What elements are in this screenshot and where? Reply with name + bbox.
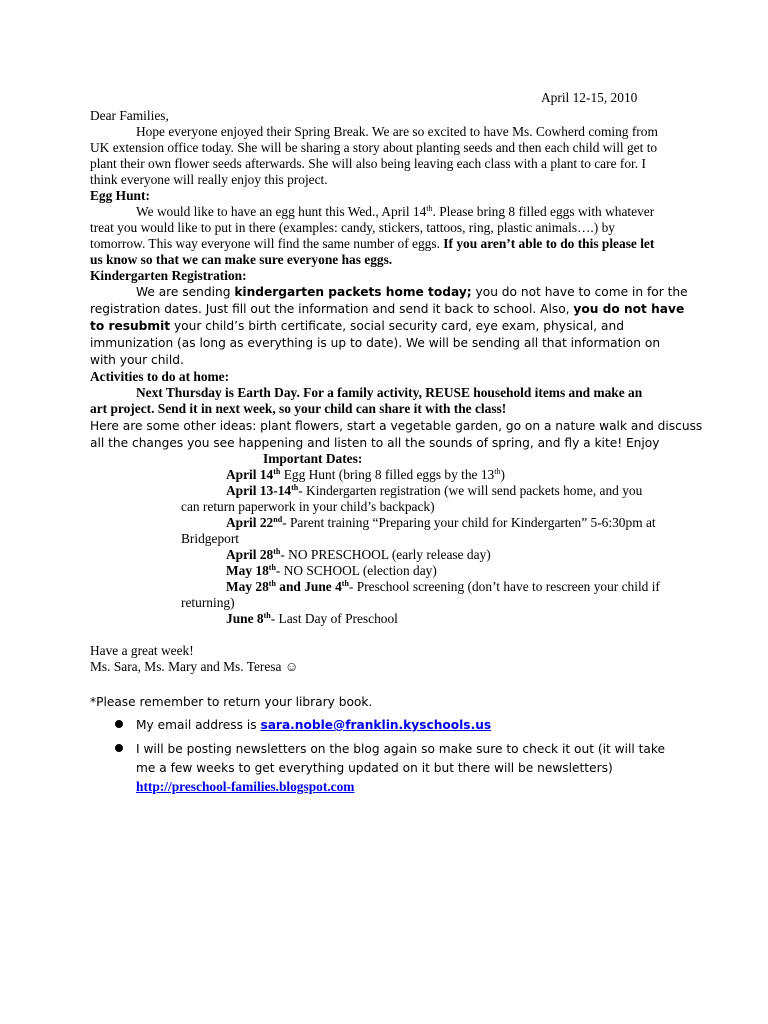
kindergarten-line: with your child. [90, 353, 184, 367]
library-reminder: *Please remember to return your library book. [90, 695, 373, 709]
activities-line: Next Thursday is Earth Day. For a family activity, REUSE household items and make an [136, 385, 643, 400]
important-dates-heading: Important Dates: [263, 451, 363, 466]
letter-date: April 12-15, 2010 [541, 90, 638, 105]
date-item: April 14th Egg Hunt (bring 8 filled eggs by the 13th) [226, 467, 505, 482]
signature-line: Ms. Sara, Ms. Mary and Ms. Teresa ☺ [90, 659, 299, 674]
intro-line: think everyone will really enjoy this project. [90, 172, 328, 187]
bullet-item-email: My email address is sara.noble@franklin.kyschools.us [136, 718, 492, 732]
egg-hunt-line: tomorrow. This way everyone will find the same number of eggs. If you aren’t able to do this please let [90, 236, 655, 251]
activities-line: art project. Send it in next week, so your child can share it with the class! [90, 401, 507, 416]
egg-hunt-heading: Egg Hunt: [90, 188, 150, 203]
date-item: April 13-14th- Kindergarten registration (we will send packets home, and you [226, 483, 643, 498]
egg-hunt-line: We would like to have an egg hunt this Wed., April 14th. Please bring 8 filled eggs with whatever [136, 204, 655, 219]
activities-line: Here are some other ideas: plant flowers, start a vegetable garden, go on a nature walk and discuss [90, 419, 703, 433]
kindergarten-line: immunization (as long as everything is up to date). We will be sending all that information on [90, 336, 661, 350]
bullet-icon [115, 744, 123, 752]
egg-hunt-line: us know so that we can make sure everyone has eggs. [90, 252, 393, 267]
intro-line: Hope everyone enjoyed their Spring Break. We are so excited to have Ms. Cowherd coming from [136, 124, 658, 139]
closing-line: Have a great week! [90, 643, 194, 658]
egg-hunt-line: treat you would like to put in there (examples: candy, stickers, tattoos, ring, plastic animals….) by [90, 220, 615, 235]
date-item: May 18th- NO SCHOOL (election day) [226, 563, 437, 578]
activities-heading: Activities to do at home: [90, 369, 230, 384]
greeting: Dear Families, [90, 108, 169, 123]
date-item: June 8th- Last Day of Preschool [226, 611, 398, 626]
date-item: April 22nd- Parent training “Preparing your child for Kindergarten” 5-6:30pm at [226, 515, 656, 530]
blog-link-line [136, 779, 354, 795]
bullet-item-blog-continued: me a few weeks to get everything updated on it but there will be newsletters) [136, 761, 613, 775]
bullet-item-blog: I will be posting newsletters on the blog again so make sure to check it out (it will take [136, 742, 666, 756]
date-item: April 28th- NO PRESCHOOL (early release day) [226, 547, 491, 562]
date-item-continued: returning) [181, 595, 235, 610]
kindergarten-line: to resubmit your child’s birth certificate, social security card, eye exam, physical, and [90, 319, 624, 333]
email-link[interactable]: sara.noble@franklin.kyschools.us [260, 718, 492, 732]
intro-line: plant their own flower seeds afterwards. She will also being leaving each class with a plant to care for. I [90, 156, 646, 171]
activities-line: all the changes you see happening and listen to all the sounds of spring, and fly a kite! Enjoy [90, 436, 660, 450]
kindergarten-line: We are sending kindergarten packets home today; you do not have to come in for the [136, 285, 688, 299]
blog-link[interactable]: http://preschool-families.blogspot.com [136, 779, 355, 794]
bullet-icon [115, 720, 123, 728]
date-item-continued: Bridgeport [181, 531, 240, 546]
date-item-continued: can return paperwork in your child’s backpack) [181, 499, 435, 514]
intro-line: UK extension office today. She will be sharing a story about planting seeds and then each child will get to [90, 140, 658, 155]
date-item: May 28th and June 4th- Preschool screening (don’t have to rescreen your child if [226, 579, 660, 594]
kindergarten-heading: Kindergarten Registration: [90, 268, 247, 283]
kindergarten-line: registration dates. Just fill out the information and send it back to school. Also, you do not have [90, 302, 685, 316]
